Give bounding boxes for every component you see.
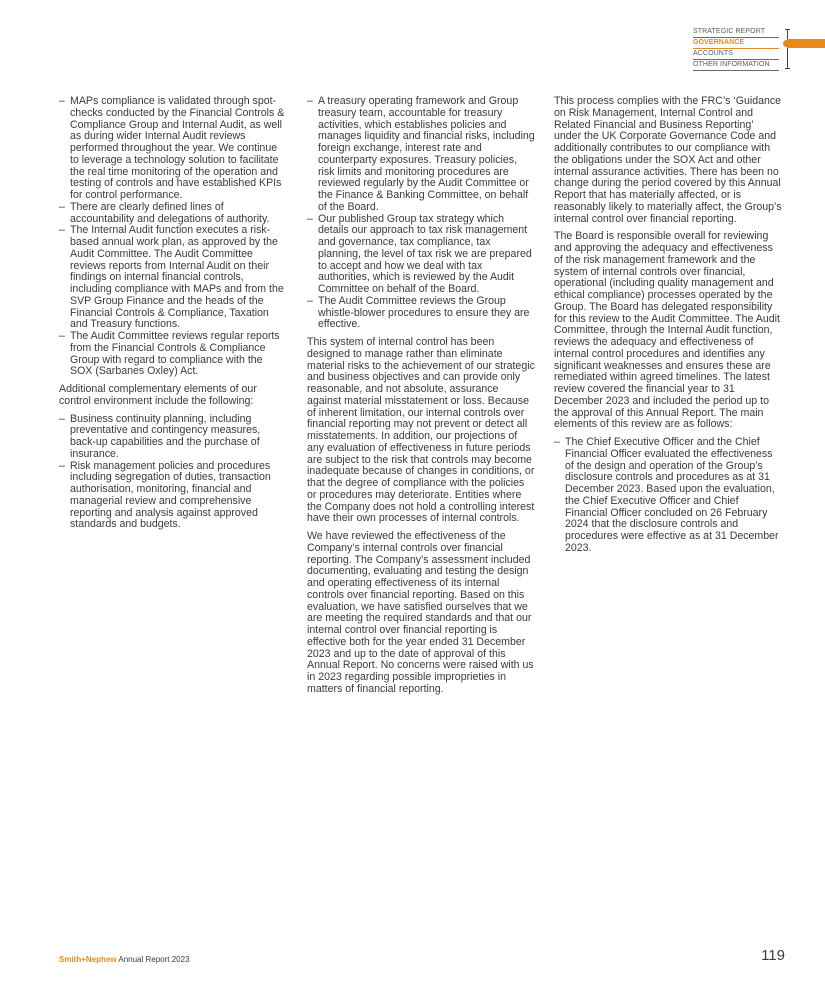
list-item: – Risk management policies and procedures including segregation of duties, transaction authorisation, monitoring, financial and managerial review and comprehensive reporting and analysis against approved standards and budgets. [59, 461, 287, 532]
list-item: – The Audit Committee reviews the Group whistle-blower procedures to ensure they are effective. [307, 296, 535, 331]
column-1 [59, 96, 287, 537]
brand-name: Smith+Nephew [59, 955, 117, 964]
list-item: – The Internal Audit function executes a risk-based annual work plan, as approved by the Audit Committee. The Audit Committee reviews reports from Internal Audit on their findings on internal financial controls, including compliance with MAPs and from the SVP Group Finance and the heads of the Financial Controls & Compliance, Taxation and Treasury functions. [59, 225, 287, 331]
nav-tick-top [785, 29, 790, 30]
list-item: – The Audit Committee reviews regular reports from the Financial Controls & Compliance Group with regard to compliance with the SOX (Sarbanes Oxley) Act. [59, 331, 287, 378]
paragraph: We have reviewed the effectiveness of the Company’s internal controls over financial reporting. The Company’s assessment included documenting, evaluating and testing the design and operating effectiveness of its internal controls over financial reporting. Based on this evaluation, we have satisfied ourselves that we are meeting the required standards and that our internal control over financial reporting is effective both for the year ended 31 December 2023 and up to the date of approval of this Annual Report. No concerns were raised with us in 2023 regarding possible improprieties in matters of financial reporting. [307, 530, 534, 695]
section-nav [693, 27, 825, 71]
paragraph: The Board is responsible overall for reviewing and approving the adequacy and effectiveness of the risk management framework and the system of internal controls over financial, operational (including quality management and ethical compliance) processes operated by the Group. The Board has delegated responsibility for this review to the Audit Committee. The Audit Committee, through the Internal Audit function, reviews the adequacy and effectiveness of internal control procedures and identifies any significant weaknesses and ensures these are remediated within agreed timelines. The latest review covered the financial year to 31 December 2023 and included the period up to the approval of this Annual Report. The main elements of this review are as follows: [554, 230, 780, 431]
list-item: – MAPs compliance is validated through spot-checks conducted by the Financial Controls & Compliance Group and Internal Audit, as well as during wider Internal Audit reviews performed throughout the year. We continue to leverage a technology solution to facilitate the real time monitoring of the operation and testing of controls and have established KPIs for control performance. [59, 96, 287, 202]
paragraph: This system of internal control has been designed to manage rather than eliminate material risks to the achievement of our strategic and business objectives and can provide only reasonable, and not absolute, assurance against material misstatement or loss. Because of inherent limitation, our internal controls over financial reporting may not prevent or detect all misstatements. In addition, our projections of any evaluation of effectiveness in future periods are subject to the risk that controls may become inadequate because of changes in conditions, or that the degree of compliance with the policies or procedures may deteriorate. Entities where the Company does not hold a controlling interest have their own processes of internal controls. [307, 336, 535, 525]
list-item: – A treasury operating framework and Group treasury team, accountable for treasury activities, which establishes policies and manages liquidity and financial risks, including foreign exchange, interest rate and counterparty exposures. Treasury policies, risk limits and monitoring procedures are reviewed regularly by the Audit Committee or the Finance & Banking Committee, on behalf of the Board. [307, 96, 535, 214]
list-item: – Business continuity planning, including preventative and contingency measures, back-up capabilities and the purchase of insurance. [59, 414, 287, 461]
column-3 [554, 96, 782, 561]
paragraph: This process complies with the FRC’s ‘Guidance on Risk Management, Internal Control and Related Financial and Business Reporting’ under the UK Corporate Governance Code and additionally contributes to our compliance with the obligations under the SOX Act and other internal assurance activities. There has been no change during the period covered by this Annual Report that has materially affected, or is reasonably likely to materially affect, the Group’s internal control over financial reporting. [554, 95, 782, 225]
review-list [554, 437, 782, 555]
report-name: Annual Report 2023 [116, 955, 190, 964]
nav-active-marker [787, 39, 825, 48]
control-list-a [59, 96, 287, 378]
list-item: – Our published Group tax strategy which details our approach to tax risk management and governance, tax compliance, tax planning, the level of tax risk we are prepared to accept and how we deal with tax authorities, which is reviewed by the Audit Committee on behalf of the Board. [307, 214, 535, 296]
paragraph: Additional complementary elements of our control environment include the following: [59, 383, 257, 407]
nav-tick-bottom [785, 68, 790, 69]
column-2 [307, 96, 535, 702]
list-item: – The Chief Executive Officer and the Chief Financial Officer evaluated the effectiveness of the design and operation of the Group’s disclosure controls and procedures as at 31 December 2023. Based upon the evaluation, the Chief Executive Officer and Chief Financial Officer concluded on 26 February 2024 that the disclosure controls and procedures were effective as at 31 December 2023. [554, 437, 782, 555]
nav-timeline-line [787, 29, 788, 69]
list-item: – There are clearly defined lines of accountability and delegations of authority. [59, 202, 287, 226]
nav-item-other-information[interactable]: OTHER INFORMATION [693, 60, 779, 71]
nav-active-dot-icon [783, 40, 790, 47]
nav-item-governance[interactable]: GOVERNANCE [693, 38, 779, 49]
nav-item-accounts[interactable]: ACCOUNTS [693, 49, 779, 60]
control-list-b [59, 414, 287, 532]
nav-item-strategic-report[interactable]: STRATEGIC REPORT [693, 27, 779, 38]
control-list-c [307, 96, 535, 331]
page-number: 119 [761, 947, 785, 964]
footer-report-title [59, 955, 190, 964]
